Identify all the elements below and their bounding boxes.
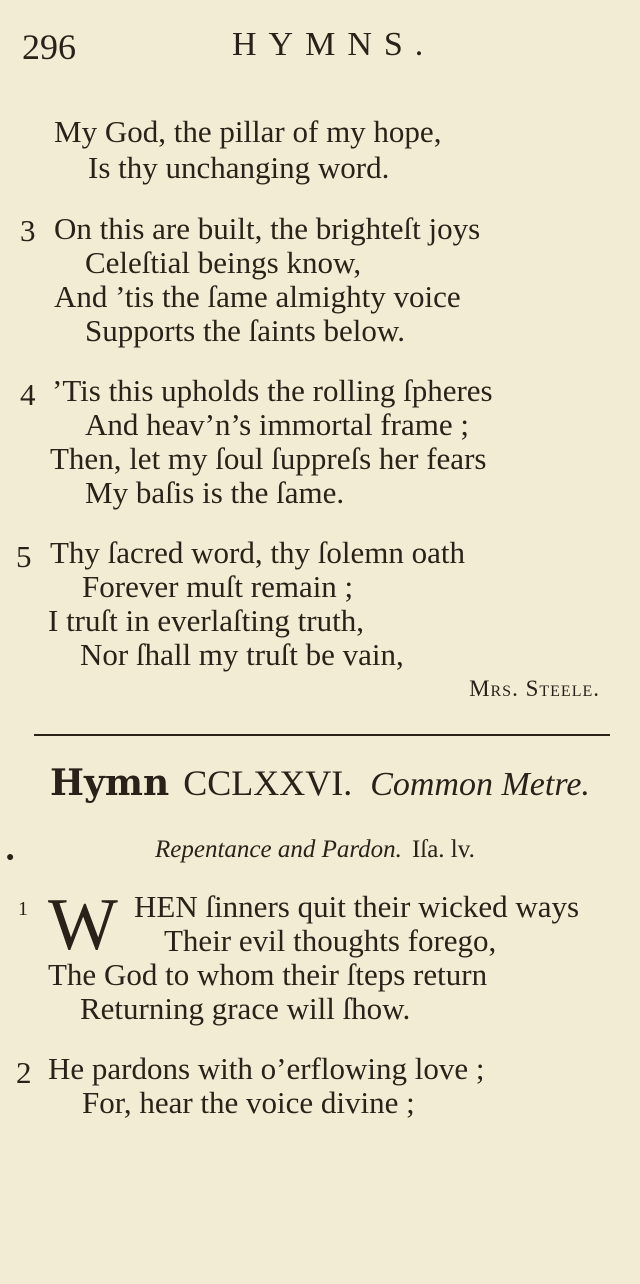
verse-line: I truſt in everlaſting truth,: [48, 603, 364, 638]
verse-line: Then, let my ſoul ſuppreſs her fears: [50, 441, 487, 476]
hymn-subject: [155, 836, 475, 864]
hymn-label: Hymn: [50, 762, 170, 804]
verse-line: Nor ſhall my truſt be vain,: [80, 637, 404, 672]
subject-title: Repentance and Pardon.: [155, 836, 402, 863]
verse-line: Thy ſacred word, thy ſolemn oath: [50, 535, 465, 570]
hymn-heading: [50, 762, 590, 804]
section-divider: [34, 734, 610, 736]
verse-line: And ’tis the ſame almighty voice: [54, 279, 461, 314]
drop-cap: W: [48, 884, 118, 966]
verse-line: For, hear the voice divine ;: [82, 1085, 415, 1120]
ink-mark: ●: [6, 850, 15, 865]
verse-line: He pardons with o’erflowing love ;: [48, 1051, 485, 1086]
verse-line: Celeſtial beings know,: [85, 245, 362, 280]
verse-line: HEN ſinners quit their wicked ways: [134, 889, 580, 924]
verse-line: Supports the ſaints below.: [85, 313, 406, 348]
running-head: HYMNS.: [232, 26, 436, 63]
hymn-metre: Common Metre.: [370, 766, 590, 803]
verse-line: Forever muſt remain ;: [82, 569, 354, 604]
verse-number: 3: [20, 213, 36, 248]
verse-line: Returning grace will ſhow.: [80, 991, 411, 1026]
verse-line: ’Tis this upholds the rolling ſpheres: [52, 373, 493, 408]
verse-number: 4: [20, 377, 36, 412]
verse-line: Is thy unchanging word.: [88, 150, 390, 185]
verse-line: My God, the pillar of my hope,: [54, 114, 442, 149]
hymn-number: CCLXXVI.: [183, 763, 353, 803]
verse-line: The God to whom their ſteps return: [48, 957, 488, 992]
verse-number: 5: [16, 539, 32, 574]
verse-line: Their evil thoughts forego,: [164, 923, 497, 958]
page-number: 296: [22, 27, 76, 67]
author-attribution: Mrs. Steele.: [469, 676, 600, 701]
verse-number: 1: [18, 898, 28, 920]
verse-number: 2: [16, 1055, 32, 1090]
scripture-reference: Iſa. lv.: [411, 836, 475, 863]
verse-line: My baſis is the ſame.: [85, 475, 345, 510]
verse-line: On this are built, the brighteſt joys: [54, 211, 481, 246]
verse-line: And heav’n’s immortal frame ;: [85, 407, 469, 442]
